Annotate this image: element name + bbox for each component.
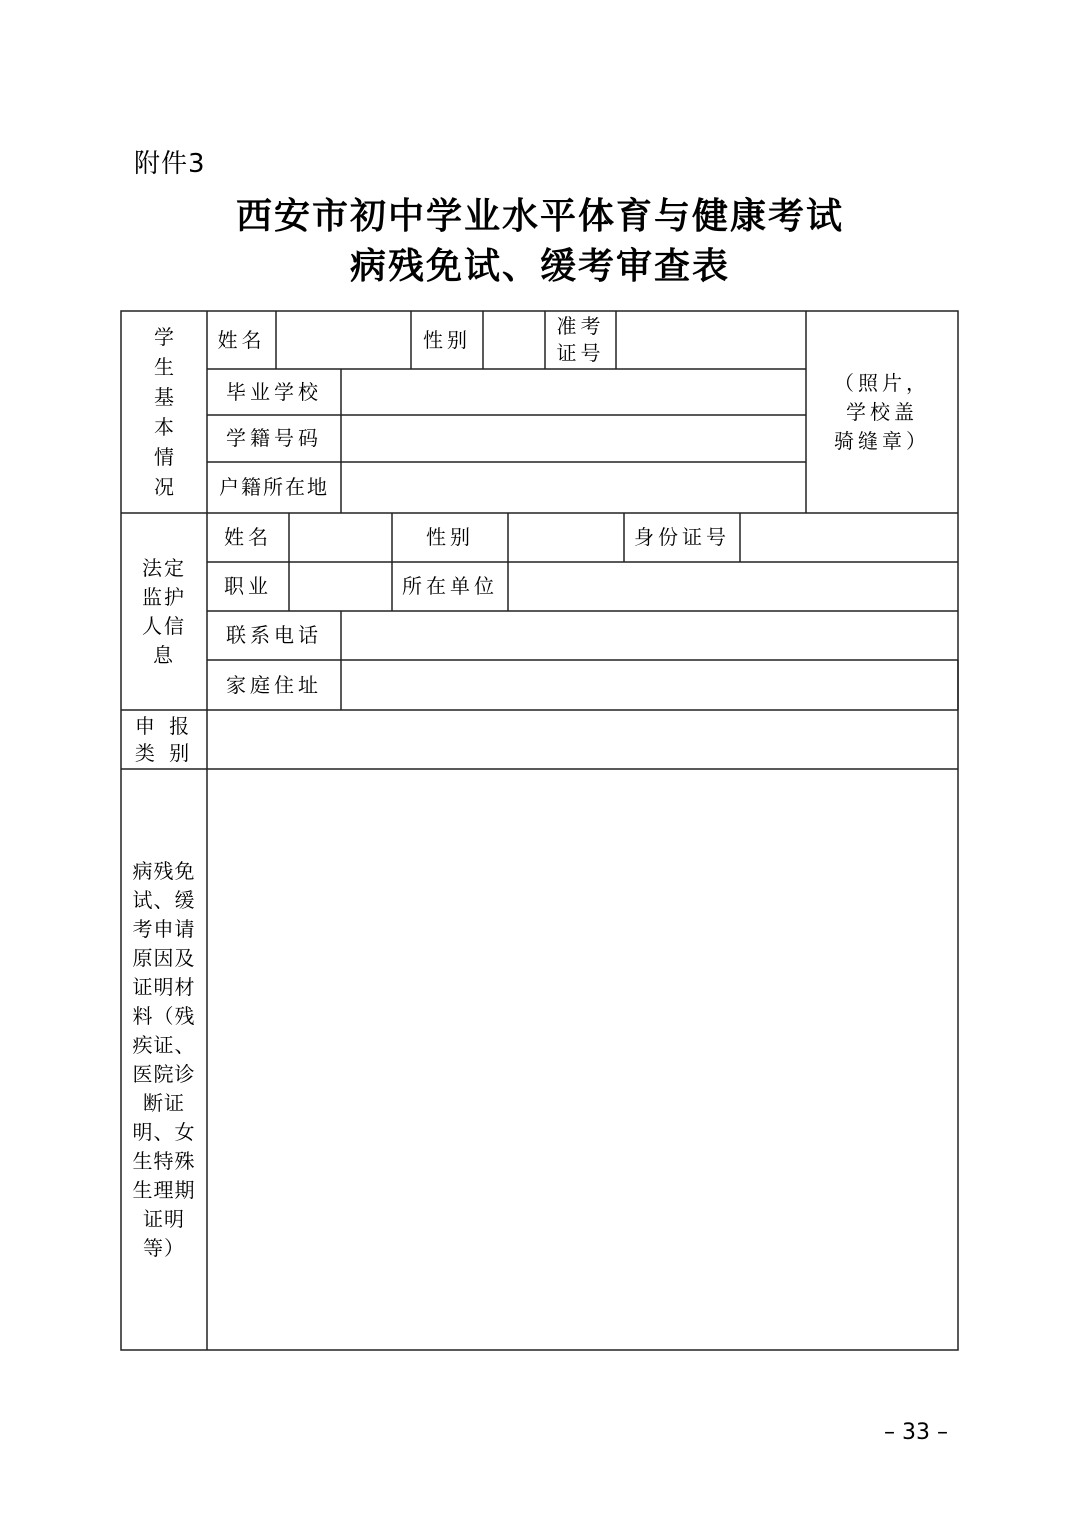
reason-label-line: 原因及 xyxy=(132,945,196,970)
student-label-char: 况 xyxy=(154,475,174,499)
reason-label-line: 考申请 xyxy=(132,916,196,941)
guardian-id-card-label: 身份证号 xyxy=(634,525,730,549)
reason-label-line: 明、女 xyxy=(132,1119,196,1144)
student-id-field[interactable] xyxy=(341,415,806,462)
student-id-label: 学籍号码 xyxy=(226,426,322,450)
household-registration-label: 户籍所在地 xyxy=(219,475,329,499)
form-title-line-2: 病残免试、缓考审查表 xyxy=(349,245,730,287)
guardian-gender-field[interactable] xyxy=(508,513,624,562)
exam-number-label-line: 准考 xyxy=(556,314,605,338)
application-reason-field[interactable] xyxy=(207,769,958,1350)
guardian-occupation-field[interactable] xyxy=(289,562,392,611)
student-label-char: 基 xyxy=(154,385,174,409)
student-gender-field[interactable] xyxy=(483,311,545,369)
student-name-label: 姓名 xyxy=(217,327,266,352)
reason-label-line: 生理期 xyxy=(132,1177,196,1202)
student-basic-info-label xyxy=(121,311,207,513)
guardian-phone-field[interactable] xyxy=(341,611,958,660)
student-label-char: 情 xyxy=(154,445,174,469)
guardian-workplace-label: 所在单位 xyxy=(402,574,498,598)
guardian-info-label xyxy=(121,513,207,710)
guardian-label-line: 监护 xyxy=(142,584,186,609)
reason-label-line: 证明 xyxy=(143,1206,185,1231)
reason-label-line: 病残免 xyxy=(132,858,196,883)
application-type-label-line: 申 报 xyxy=(134,713,194,738)
guardian-address-label: 家庭住址 xyxy=(226,672,322,697)
application-reason-label xyxy=(121,769,207,1350)
photo-note-line: （照片， xyxy=(834,370,930,395)
guardian-phone-label: 联系电话 xyxy=(226,623,322,647)
form-title-line-1: 西安市初中学业水平体育与健康考试 xyxy=(235,195,844,237)
guardian-name-label: 姓名 xyxy=(224,525,272,549)
reason-label-line: 医院诊 xyxy=(132,1061,196,1086)
student-label-char: 本 xyxy=(154,415,174,439)
graduation-school-field[interactable] xyxy=(341,369,806,415)
guardian-gender-label: 性别 xyxy=(426,525,474,549)
reason-label-line: 等） xyxy=(143,1235,185,1260)
student-name-field[interactable] xyxy=(276,311,411,369)
guardian-occupation-label: 职业 xyxy=(224,574,272,598)
guardian-id-card-field[interactable] xyxy=(740,513,958,562)
guardian-label-line: 息 xyxy=(153,642,175,667)
student-gender-label: 性别 xyxy=(423,327,471,352)
application-type-label xyxy=(121,710,207,769)
household-registration-field[interactable] xyxy=(341,462,806,513)
exam-number-field[interactable] xyxy=(616,311,806,369)
photo-note-line: 骑缝章） xyxy=(834,428,930,453)
reason-label-line: 试、缓 xyxy=(132,887,196,912)
application-type-label-line: 类 别 xyxy=(134,740,194,765)
student-label-char: 生 xyxy=(154,355,174,379)
reason-label-line: 疾证、 xyxy=(132,1032,196,1057)
guardian-address-field[interactable] xyxy=(341,660,958,710)
student-label-char: 学 xyxy=(154,325,174,349)
exam-number-label-line: 证号 xyxy=(556,341,605,365)
reason-label-line: 证明材 xyxy=(132,974,196,999)
guardian-workplace-field[interactable] xyxy=(508,562,958,611)
guardian-label-line: 法定 xyxy=(142,555,186,580)
guardian-name-field[interactable] xyxy=(289,513,392,562)
photo-area[interactable] xyxy=(806,311,958,513)
reason-label-line: 断证 xyxy=(143,1090,185,1115)
reason-label-line: 料（残 xyxy=(132,1003,196,1028)
attachment-label: 附件3 xyxy=(134,149,206,179)
exam-number-label xyxy=(545,311,616,369)
photo-note-line: 学校盖 xyxy=(846,399,918,424)
page-number: – 33 – xyxy=(884,1420,948,1445)
graduation-school-label: 毕业学校 xyxy=(226,379,322,404)
guardian-label-line: 人信 xyxy=(142,613,186,638)
application-type-field[interactable] xyxy=(207,710,958,769)
reason-label-line: 生特殊 xyxy=(132,1148,196,1173)
